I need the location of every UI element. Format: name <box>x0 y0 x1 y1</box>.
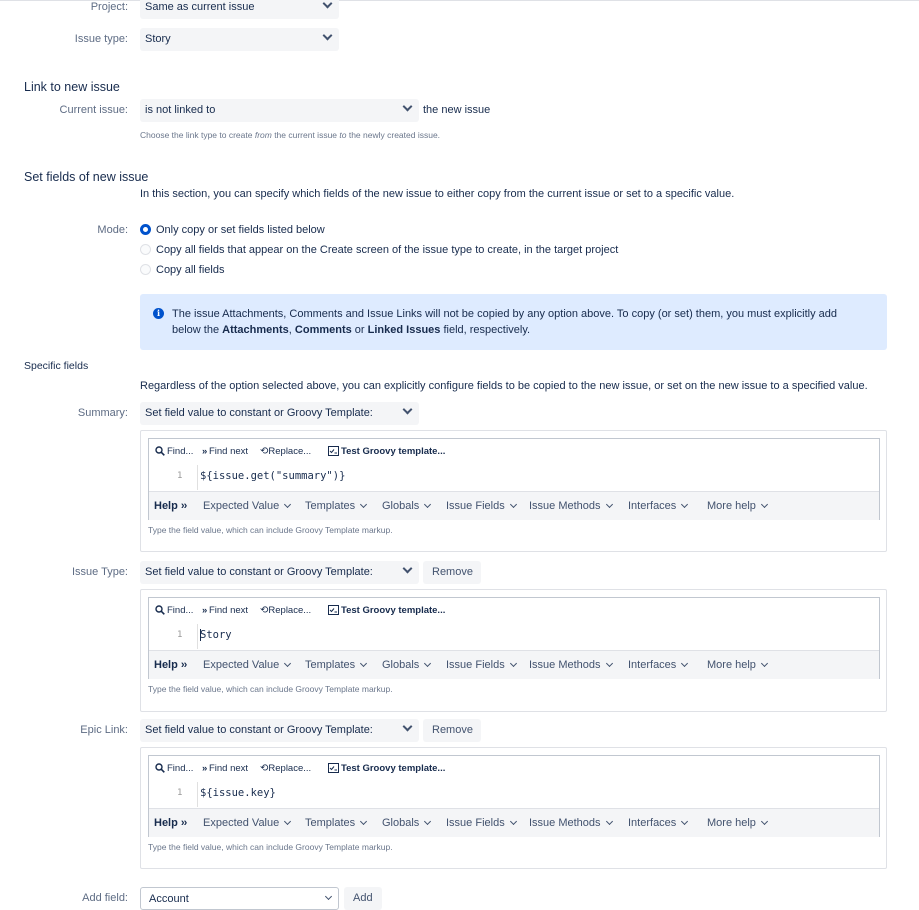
help-menu-item[interactable]: Issue Fields <box>446 500 516 512</box>
field-mode-select-value: Set field value to constant or Groovy Template: <box>145 407 373 419</box>
remove-field-button[interactable]: Remove <box>423 719 481 742</box>
help-label[interactable]: Help ›› <box>154 817 187 829</box>
editor-hint: Type the field value, which can include Groovy Template markup. <box>148 525 393 535</box>
chevron-down-icon <box>424 501 431 508</box>
chevron-down-icon <box>510 660 517 667</box>
top-divider <box>0 0 919 1</box>
help-label[interactable]: Help ›› <box>154 500 187 512</box>
checklist-icon <box>328 446 339 456</box>
chevron-down-icon <box>360 660 367 667</box>
test-groovy-button[interactable]: Test Groovy template... <box>328 446 445 457</box>
template-editor-panel <box>140 589 887 712</box>
editor-toolbar <box>149 439 879 465</box>
chevron-down-icon <box>323 31 333 41</box>
chevron-down-icon <box>510 818 517 825</box>
chevron-down-icon <box>360 501 367 508</box>
add-field-select-value: Account <box>149 893 189 905</box>
help-menu-item[interactable]: Issue Fields <box>446 659 516 671</box>
test-groovy-button[interactable]: Test Groovy template... <box>328 605 445 616</box>
chevron-down-icon <box>510 501 517 508</box>
refresh-icon: ⟲ <box>260 446 269 457</box>
test-groovy-button[interactable]: Test Groovy template... <box>328 763 445 774</box>
mode-option-create-screen[interactable]: Copy all fields that appear on the Create screen of the issue type to create, in the target project <box>156 244 619 256</box>
chevron-down-icon <box>403 564 413 574</box>
project-label: Project: <box>90 1 128 13</box>
search-icon <box>155 605 165 615</box>
editor-gutter <box>149 782 197 807</box>
line-number: 1 <box>177 471 183 481</box>
field-row-label: Issue Type: <box>71 566 128 578</box>
project-select[interactable] <box>140 0 339 19</box>
editor-gutter <box>149 624 197 649</box>
help-menu-item[interactable]: Interfaces <box>628 659 687 671</box>
double-chevron-icon: ›› <box>180 817 187 829</box>
chevron-down-icon <box>606 501 613 508</box>
refresh-icon: ⟲ <box>260 763 269 774</box>
fields-section-heading: Set fields of new issue <box>24 170 149 184</box>
field-row-label: Epic Link: <box>80 724 128 736</box>
template-editor <box>148 755 880 837</box>
info-icon: i <box>153 308 164 319</box>
double-chevron-icon: ›› <box>180 659 187 671</box>
template-editor <box>148 597 880 679</box>
help-bar <box>149 808 879 837</box>
double-chevron-icon: ›› <box>202 763 207 774</box>
checklist-icon <box>328 605 339 615</box>
link-type-select[interactable] <box>140 99 419 122</box>
issue-type-select-value: Story <box>145 33 171 45</box>
editor-toolbar <box>149 598 879 624</box>
mode-radio-create-screen[interactable] <box>140 244 151 255</box>
mode-label: Mode: <box>97 224 128 236</box>
help-menu-item[interactable]: Templates <box>305 659 366 671</box>
link-type-select-value: is not linked to <box>145 104 216 116</box>
chevron-down-icon <box>761 818 768 825</box>
code-input[interactable]: ${issue.key} <box>197 782 880 807</box>
chevron-down-icon <box>761 660 768 667</box>
chevron-down-icon <box>424 660 431 667</box>
template-editor-panel <box>140 430 887 552</box>
refresh-icon: ⟲ <box>260 605 269 616</box>
replace-button[interactable]: ⟲Replace... <box>260 446 312 457</box>
chevron-down-icon <box>606 660 613 667</box>
info-text: The issue Attachments, Comments and Issue Links will not be copied by any option above. To copy (or set) them, you must explicitly add below the Attachments, Comments or Linked Issues field, respectively. <box>172 308 838 336</box>
code-input[interactable]: Story <box>197 624 880 649</box>
help-menu-item[interactable]: Globals <box>382 500 430 512</box>
help-menu-item[interactable]: Templates <box>305 500 366 512</box>
field-mode-select-value: Set field value to constant or Groovy Template: <box>145 724 373 736</box>
checklist-icon <box>328 763 339 773</box>
line-number: 1 <box>177 630 183 640</box>
add-field-select[interactable] <box>140 887 339 910</box>
help-bar <box>149 650 879 679</box>
remove-field-button[interactable]: Remove <box>423 561 481 584</box>
search-icon <box>155 446 165 456</box>
editor-hint: Type the field value, which can include Groovy Template markup. <box>148 842 393 852</box>
info-message <box>140 294 887 350</box>
code-input[interactable]: ${issue.get("summary")} <box>197 465 880 490</box>
mode-option-all-fields[interactable]: Copy all fields <box>156 264 225 276</box>
editor-hint: Type the field value, which can include Groovy Template markup. <box>148 684 393 694</box>
chevron-down-icon <box>606 818 613 825</box>
chevron-down-icon <box>681 660 688 667</box>
find-button[interactable]: Find... <box>155 605 193 616</box>
link-hint: Choose the link type to create from the current issue to the newly created issue. <box>140 130 441 140</box>
help-menu-item[interactable]: Interfaces <box>628 817 687 829</box>
add-field-button[interactable]: Add <box>344 887 382 910</box>
help-menu-item[interactable]: Globals <box>382 659 430 671</box>
field-mode-select[interactable] <box>140 561 419 584</box>
chevron-down-icon <box>681 501 688 508</box>
chevron-down-icon <box>761 501 768 508</box>
help-menu-item[interactable]: Globals <box>382 817 430 829</box>
link-suffix-text: the new issue <box>423 104 491 116</box>
current-issue-label: Current issue: <box>59 104 128 116</box>
help-menu-item[interactable]: Issue Methods <box>529 659 612 671</box>
find-button[interactable]: Find... <box>155 446 193 457</box>
issue-type-select[interactable] <box>140 28 339 51</box>
chevron-down-icon <box>284 660 291 667</box>
mode-option-only-listed[interactable]: Only copy or set fields listed below <box>156 224 325 236</box>
help-menu-item[interactable]: Issue Methods <box>529 817 612 829</box>
chevron-down-icon <box>424 818 431 825</box>
replace-button[interactable]: ⟲Replace... <box>260 605 312 616</box>
help-menu-item[interactable]: Issue Methods <box>529 500 612 512</box>
double-chevron-icon: ›› <box>202 446 207 457</box>
field-row-label: Summary: <box>77 407 128 419</box>
help-menu-item[interactable]: Expected Value <box>203 817 290 829</box>
help-menu-item[interactable]: Expected Value <box>203 500 290 512</box>
editor-toolbar <box>149 756 879 782</box>
field-mode-select[interactable] <box>140 719 419 742</box>
editor-gutter <box>149 465 197 490</box>
chevron-down-icon <box>284 501 291 508</box>
chevron-down-icon <box>403 405 413 415</box>
help-bar <box>149 491 879 520</box>
find-next-button[interactable]: ›› Find next <box>202 446 249 457</box>
field-mode-select[interactable] <box>140 402 419 425</box>
chevron-down-icon <box>284 818 291 825</box>
template-editor-panel <box>140 747 887 869</box>
help-menu-item[interactable]: More help <box>707 817 767 829</box>
help-menu-item[interactable]: Issue Fields <box>446 817 516 829</box>
replace-button[interactable]: ⟲Replace... <box>260 763 312 774</box>
find-next-button[interactable]: ›› Find next <box>202 605 249 616</box>
help-menu-item[interactable]: More help <box>707 500 767 512</box>
link-section-heading: Link to new issue <box>24 80 120 94</box>
double-chevron-icon: ›› <box>202 605 207 616</box>
help-menu-item[interactable]: More help <box>707 659 767 671</box>
chevron-down-icon <box>403 722 413 732</box>
chevron-down-icon <box>681 818 688 825</box>
mode-radio-only-listed[interactable] <box>140 224 151 235</box>
chevron-down-icon <box>325 893 332 900</box>
help-menu-item[interactable]: Interfaces <box>628 500 687 512</box>
mode-radio-all-fields[interactable] <box>140 264 151 275</box>
chevron-down-icon <box>403 102 413 112</box>
double-chevron-icon: ›› <box>180 500 187 512</box>
help-menu-item[interactable]: Templates <box>305 817 366 829</box>
chevron-down-icon <box>323 0 333 8</box>
project-select-value: Same as current issue <box>145 1 255 13</box>
specific-fields-description: Regardless of the option selected above, you can explicitly configure fields to be copied to the new issue, or set on the new issue to a specified value. <box>140 380 868 392</box>
chevron-down-icon <box>360 818 367 825</box>
line-number: 1 <box>177 788 183 798</box>
specific-fields-heading: Specific fields <box>24 360 89 372</box>
template-editor <box>148 438 880 520</box>
add-field-label: Add field: <box>82 892 128 904</box>
fields-section-description: In this section, you can specify which fields of the new issue to either copy from the current issue or set to a specific value. <box>140 188 735 200</box>
help-menu-item[interactable]: Expected Value <box>203 659 290 671</box>
find-next-button[interactable]: ›› Find next <box>202 763 249 774</box>
field-mode-select-value: Set field value to constant or Groovy Template: <box>145 566 373 578</box>
search-icon <box>155 763 165 773</box>
issue-type-label: Issue type: <box>74 33 128 45</box>
find-button[interactable]: Find... <box>155 763 193 774</box>
help-label[interactable]: Help ›› <box>154 659 187 671</box>
